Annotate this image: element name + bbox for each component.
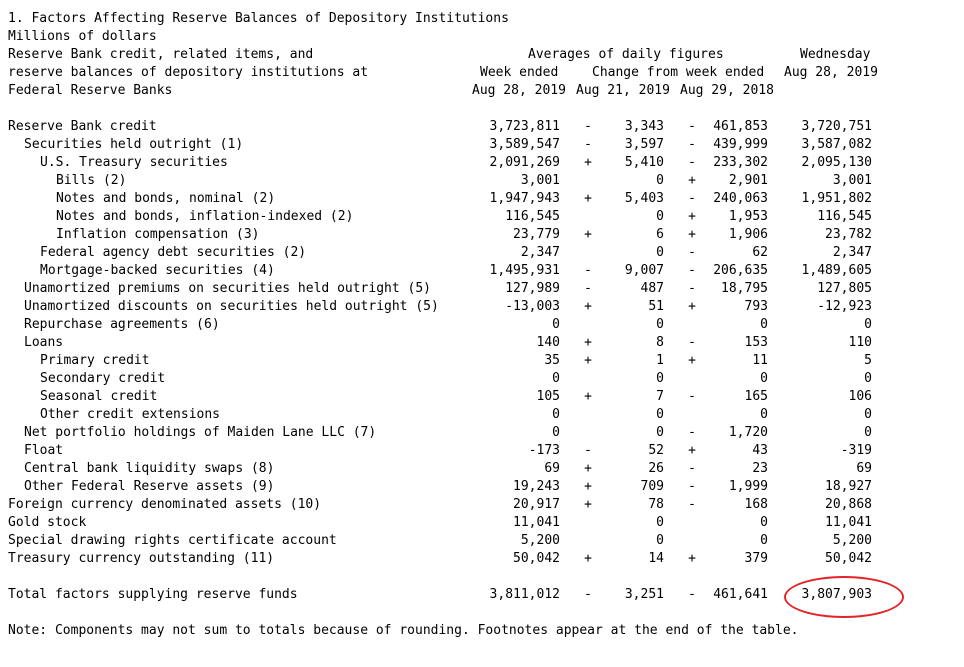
change1-sign — [580, 424, 596, 442]
week-value: 3,589,547 — [489, 137, 560, 152]
change1-sign — [580, 532, 596, 550]
wednesday-value: 106 — [848, 389, 872, 404]
change1-sign — [580, 172, 596, 190]
change2-sign: + — [688, 551, 696, 566]
wednesday-value: 20,868 — [825, 497, 872, 512]
change2-sign: - — [688, 425, 696, 440]
wednesday-value: -319 — [840, 443, 872, 458]
wednesday-value: 3,720,751 — [801, 119, 872, 134]
wednesday-value: 18,927 — [825, 479, 872, 494]
wednesday-value: 116,545 — [817, 209, 872, 224]
change1-value: 8 — [656, 335, 664, 350]
change1-sign: + — [584, 497, 592, 512]
change1-sign: + — [584, 353, 592, 368]
week-value: 127,989 — [505, 281, 560, 296]
wednesday-date: Aug 28, 2019 — [784, 65, 878, 80]
change2-value: 0 — [760, 371, 768, 386]
change2-value: 2,901 — [728, 173, 768, 188]
week-value: 116,545 — [505, 209, 560, 224]
change1-value: 0 — [656, 371, 664, 386]
highlight-circle — [784, 576, 904, 618]
row-label: Bills (2) — [56, 173, 127, 188]
change1-value: 5,403 — [624, 191, 664, 206]
row-label: Notes and bonds, inflation-indexed (2) — [56, 209, 354, 224]
change-date-1: Aug 21, 2019 — [576, 83, 670, 98]
week-value: 0 — [552, 371, 560, 386]
change2-sign — [684, 370, 700, 388]
row-label: Foreign currency denominated assets (10) — [8, 497, 322, 512]
change1-sign: + — [584, 335, 592, 350]
row-label: U.S. Treasury securities — [40, 155, 228, 170]
row-label: Reserve Bank credit — [8, 119, 157, 134]
change2-sign: + — [688, 443, 696, 458]
row-label: Special drawing rights certificate account — [8, 533, 337, 548]
week-value: 19,243 — [513, 479, 560, 494]
change1-sign: + — [584, 461, 592, 476]
week-value: 2,347 — [520, 245, 560, 260]
wednesday-value: 0 — [864, 317, 872, 332]
change2-value: 240,063 — [713, 191, 768, 206]
change1-value: 3,597 — [624, 137, 664, 152]
week-value: 35 — [544, 353, 560, 368]
change2-sign — [684, 532, 700, 550]
row-label: Unamortized premiums on securities held outright (5) — [24, 281, 431, 296]
change1-value: 26 — [648, 461, 664, 476]
total-change2-sign: - — [688, 587, 696, 602]
total-wednesday-value: 3,807,903 — [801, 587, 872, 602]
row-label: Net portfolio holdings of Maiden Lane LLC (7) — [24, 425, 377, 440]
week-value: 140 — [536, 335, 560, 350]
wednesday-heading: Wednesday — [800, 47, 871, 62]
wednesday-value: -12,923 — [817, 299, 872, 314]
change2-sign: - — [688, 245, 696, 260]
change2-sign: - — [688, 137, 696, 152]
week-value: 105 — [536, 389, 560, 404]
row-label: Loans — [24, 335, 64, 350]
week-value: 1,947,943 — [489, 191, 560, 206]
week-value: 0 — [552, 425, 560, 440]
wednesday-value: 0 — [864, 371, 872, 386]
row-label: Central bank liquidity swaps (8) — [24, 461, 275, 476]
change1-value: 5,410 — [624, 155, 664, 170]
footnote: Note: Components may not sum to totals because of rounding. Footnotes appear at the end of the table. — [8, 623, 799, 638]
week-value: 3,723,811 — [489, 119, 560, 134]
change1-value: 3,343 — [624, 119, 664, 134]
change2-sign: - — [688, 335, 696, 350]
change1-sign: + — [584, 389, 592, 404]
table-title: 1. Factors Affecting Reserve Balances of Depository Institutions — [8, 11, 509, 26]
wednesday-value: 1,951,802 — [801, 191, 872, 206]
change1-value: 0 — [656, 533, 664, 548]
change2-value: 0 — [760, 317, 768, 332]
change2-sign: + — [688, 209, 696, 224]
week-value: 5,200 — [520, 533, 560, 548]
wednesday-value: 110 — [848, 335, 872, 350]
change2-value: 0 — [760, 515, 768, 530]
change2-value: 153 — [744, 335, 768, 350]
header-left-line-1: Reserve Bank credit, related items, and — [8, 47, 314, 62]
wednesday-value: 5 — [864, 353, 872, 368]
change1-value: 78 — [648, 497, 664, 512]
change1-sign: - — [584, 281, 592, 296]
change-heading: Change from week ended — [592, 65, 765, 80]
wednesday-value: 23,782 — [825, 227, 872, 242]
row-label: Repurchase agreements (6) — [24, 317, 220, 332]
row-label: Gold stock — [8, 515, 87, 530]
week-value: -13,003 — [505, 299, 560, 314]
wednesday-value: 11,041 — [825, 515, 872, 530]
row-label: Mortgage-backed securities (4) — [40, 263, 275, 278]
change2-sign — [684, 406, 700, 424]
week-value: 2,091,269 — [489, 155, 560, 170]
change2-sign — [684, 514, 700, 532]
change1-value: 9,007 — [624, 263, 664, 278]
change2-sign: + — [688, 353, 696, 368]
change2-value: 23 — [752, 461, 768, 476]
change2-sign: - — [688, 389, 696, 404]
wednesday-value: 1,489,605 — [801, 263, 872, 278]
row-label: Secondary credit — [40, 371, 166, 386]
change1-value: 0 — [656, 245, 664, 260]
change2-value: 793 — [744, 299, 768, 314]
week-value: 11,041 — [513, 515, 560, 530]
change2-value: 18,795 — [721, 281, 768, 296]
change2-value: 1,999 — [728, 479, 768, 494]
change1-value: 52 — [648, 443, 664, 458]
change1-value: 0 — [656, 407, 664, 422]
change2-value: 439,999 — [713, 137, 768, 152]
row-label: Float — [24, 443, 64, 458]
header-left-line-2: reserve balances of depository institutions at — [8, 65, 369, 80]
total-label: Total factors supplying reserve funds — [8, 587, 298, 602]
change2-value: 1,720 — [728, 425, 768, 440]
week-ended-heading: Week ended — [480, 65, 559, 80]
change1-sign: + — [584, 479, 592, 494]
change2-sign: + — [688, 173, 696, 188]
week-value: 1,495,931 — [489, 263, 560, 278]
row-label: Other credit extensions — [40, 407, 221, 422]
row-label: Federal agency debt securities (2) — [40, 245, 307, 260]
change2-sign: - — [688, 155, 696, 170]
change1-sign — [580, 406, 596, 424]
change2-value: 168 — [744, 497, 768, 512]
week-value: 0 — [552, 317, 560, 332]
change2-sign: + — [688, 299, 696, 314]
row-label: Other Federal Reserve assets (9) — [24, 479, 275, 494]
week-value: 50,042 — [513, 551, 560, 566]
total-week-value: 3,811,012 — [489, 587, 560, 602]
wednesday-value: 5,200 — [832, 533, 872, 548]
change2-value: 43 — [752, 443, 768, 458]
change1-sign: + — [584, 191, 592, 206]
row-label: Unamortized discounts on securities held outright (5) — [24, 299, 439, 314]
row-label: Inflation compensation (3) — [56, 227, 260, 242]
change2-value: 1,953 — [728, 209, 768, 224]
change2-sign: + — [688, 227, 696, 242]
week-value: -173 — [528, 443, 560, 458]
row-label: Seasonal credit — [40, 389, 158, 404]
change2-value: 62 — [752, 245, 768, 260]
change1-sign — [580, 370, 596, 388]
change2-value: 206,635 — [713, 263, 768, 278]
total-change2-value: 461,641 — [713, 587, 768, 602]
change2-sign — [684, 316, 700, 334]
week-value: 69 — [544, 461, 560, 476]
change2-value: 165 — [744, 389, 768, 404]
change2-sign: - — [688, 281, 696, 296]
change2-value: 0 — [760, 407, 768, 422]
wednesday-value: 3,001 — [832, 173, 872, 188]
change1-value: 0 — [656, 209, 664, 224]
change-date-2: Aug 29, 2018 — [680, 83, 774, 98]
change1-sign: + — [584, 155, 592, 170]
change1-value: 14 — [648, 551, 664, 566]
change1-value: 0 — [656, 515, 664, 530]
change2-value: 11 — [752, 353, 768, 368]
row-label: Notes and bonds, nominal (2) — [56, 191, 276, 206]
week-value: 0 — [552, 407, 560, 422]
change1-value: 51 — [648, 299, 664, 314]
change2-value: 461,853 — [713, 119, 768, 134]
row-label: Treasury currency outstanding (11) — [8, 551, 275, 566]
wednesday-value: 2,095,130 — [801, 155, 872, 170]
wednesday-value: 3,587,082 — [801, 137, 872, 152]
averages-heading: Averages of daily figures — [528, 47, 724, 62]
change1-value: 1 — [656, 353, 664, 368]
change2-value: 0 — [760, 533, 768, 548]
change1-value: 709 — [640, 479, 664, 494]
week-value: 3,001 — [520, 173, 560, 188]
row-label: Securities held outright (1) — [24, 137, 244, 152]
change1-value: 0 — [656, 317, 664, 332]
change1-value: 7 — [656, 389, 664, 404]
wednesday-value: 0 — [864, 407, 872, 422]
change2-value: 1,906 — [728, 227, 768, 242]
week-ended-date: Aug 28, 2019 — [472, 83, 566, 98]
change1-sign — [580, 316, 596, 334]
change1-value: 0 — [656, 173, 664, 188]
change1-sign: + — [584, 551, 592, 566]
change1-sign: - — [584, 443, 592, 458]
change2-value: 379 — [744, 551, 768, 566]
week-value: 23,779 — [513, 227, 560, 242]
change1-sign: + — [584, 299, 592, 314]
change1-sign — [580, 244, 596, 262]
change2-sign: - — [688, 461, 696, 476]
week-value: 20,917 — [513, 497, 560, 512]
change2-sign: - — [688, 263, 696, 278]
change1-value: 6 — [656, 227, 664, 242]
wednesday-value: 0 — [864, 425, 872, 440]
wednesday-value: 2,347 — [832, 245, 872, 260]
header-left-line-3: Federal Reserve Banks — [8, 83, 173, 98]
wednesday-value: 127,805 — [817, 281, 872, 296]
total-change1-sign: - — [584, 587, 592, 602]
change2-sign: - — [688, 497, 696, 512]
change2-sign: - — [688, 191, 696, 206]
change1-sign — [580, 514, 596, 532]
change1-sign: - — [584, 137, 592, 152]
row-label: Primary credit — [40, 353, 150, 368]
change1-sign: + — [584, 227, 592, 242]
change2-sign: - — [688, 119, 696, 134]
change1-sign: - — [584, 263, 592, 278]
wednesday-value: 50,042 — [825, 551, 872, 566]
change1-value: 0 — [656, 425, 664, 440]
change2-value: 233,302 — [713, 155, 768, 170]
change1-sign: - — [584, 119, 592, 134]
change2-sign: - — [688, 479, 696, 494]
total-change1-value: 3,251 — [624, 587, 664, 602]
change1-value: 487 — [640, 281, 664, 296]
change1-sign — [580, 208, 596, 226]
wednesday-value: 69 — [856, 461, 872, 476]
units-label: Millions of dollars — [8, 29, 157, 44]
